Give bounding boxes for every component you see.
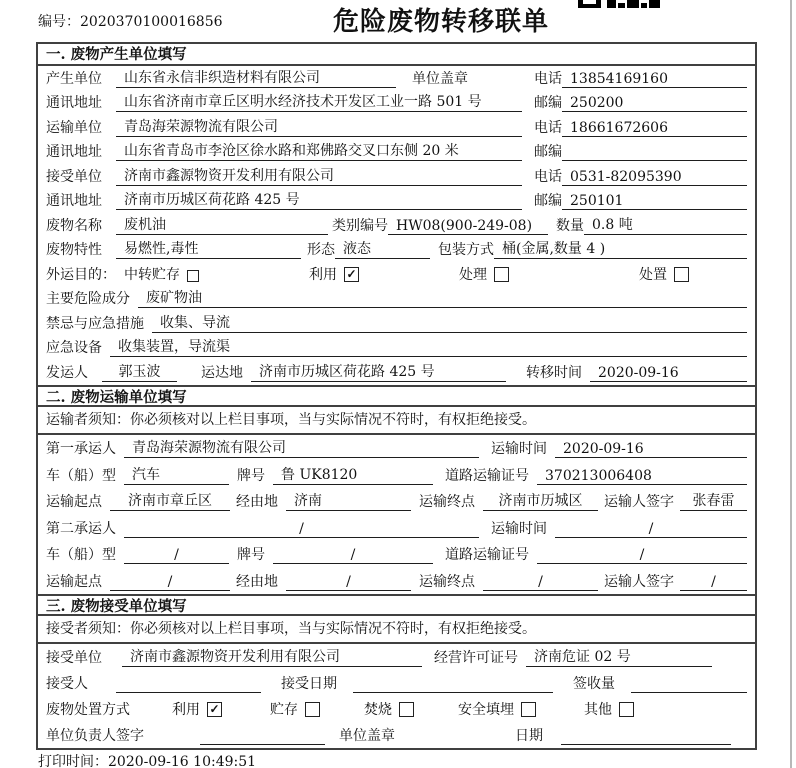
checkbox-label-treat: 处理 [459,266,487,283]
checkbox-utilize-3: ✓ [207,702,222,717]
value-carrier-signature-1: 张春雷 [680,490,747,511]
label-transfer-purpose: 外运目的： [46,266,116,283]
value-zip-1: 250200 [562,95,747,112]
label-carrier-signature-2: 运输人签字 [604,573,674,590]
serial-number [38,11,223,31]
value-zip-3: 250101 [562,193,747,210]
label-transport-unit: 运输单位 [46,119,102,136]
value-quantity: 0.8 吨 [584,214,747,235]
label-form-state: 形态 [307,242,335,258]
label-phone-1: 电话 [534,70,562,87]
serial-label: 编号： [38,14,80,30]
row-waste-name [38,213,755,238]
value-road-permit-2: / [537,547,747,564]
row-producer-unit [38,66,755,91]
label-unit-seal-3: 单位盖章 [339,727,395,744]
value-phone-1: 13854169160 [562,71,747,88]
checkbox-dispose [674,267,689,282]
label-shipper: 发运人 [46,364,88,381]
checkbox-storage-3 [305,702,320,717]
value-receiver-unit: 济南市鑫源物资开发利用有限公司 [116,165,522,186]
value-license-number: 济南危证 02 号 [526,646,712,667]
page-edge-line [790,0,792,768]
section1-header: 一. 废物产生单位填写 [38,44,755,66]
row-vehicle-type-2 [38,541,755,568]
value-via-2: / [286,574,411,591]
value-transfer-date: 2020-09-16 [590,365,747,382]
checkbox-label-incinerate-3: 焚烧 [364,701,392,718]
label-address-2: 通讯地址 [46,144,102,160]
value-producer-unit: 山东省永信非织造材料有限公司 [116,67,396,88]
value-address-3: 济南市历城区荷花路 425 号 [116,189,522,210]
label-via-1: 经由地 [236,494,278,510]
checkbox-landfill-3 [521,702,536,717]
label-destination: 运达地 [201,364,243,381]
value-emergency-measures: 收集、导流 [152,312,747,333]
label-license-number: 经营许可证号 [434,649,518,666]
checkbox-utilize: ✓ [344,267,359,282]
row-second-carrier [38,514,755,541]
label-category-code: 类别编号 [332,217,388,234]
value-responsible-signature [200,744,325,745]
row-vehicle-type-1 [38,461,755,488]
label-zip-3: 邮编 [534,193,562,209]
qr-block [607,0,616,8]
row-hazard-component [38,287,755,312]
value-plate-number-2: / [273,547,433,564]
label-emergency-measures: 禁忌与应急措施 [46,315,144,332]
value-via-1: 济南 [286,490,411,511]
row-waste-character [38,238,755,263]
value-transport-date-1: 2020-09-16 [555,441,747,458]
value-phone-3: 0531-82095390 [562,169,747,186]
label-road-permit-2: 道路运输证号 [445,547,529,563]
checkbox-label-utilize-3: 利用 [172,701,200,718]
value-origin-2: / [110,574,230,591]
label-hazard-component: 主要危险成分 [46,291,130,307]
value-packaging: 桶(金属,数量 4 ) [494,238,747,259]
label-transfer-date: 转移时间 [526,364,582,381]
label-acceptor: 接受人 [46,675,88,692]
value-origin-1: 济南市章丘区 [110,490,230,511]
row-emergency-measures [38,311,755,336]
checkbox-transit-storage [187,270,199,282]
value-first-carrier: 青岛海荣源物流有限公司 [124,437,479,458]
label-transport-date-2: 运输时间 [491,520,547,537]
label-second-carrier: 第二承运人 [46,520,116,537]
row-transport-unit [38,115,755,140]
value-transport-date-2: / [555,521,747,538]
qr-block [641,3,647,8]
label-via-2: 经由地 [236,573,278,590]
label-transport-date-1: 运输时间 [491,441,547,457]
value-second-carrier: / [124,521,479,538]
label-quantity: 数量 [556,217,584,234]
label-unit-seal: 单位盖章 [412,70,468,87]
label-date-3: 日期 [515,727,543,744]
print-time-value: 2020-09-16 10:49:51 [108,754,257,768]
label-disposal-method: 废物处置方式 [46,701,130,718]
label-vehicle-type-2: 车（船）型 [46,547,116,563]
label-packaging: 包装方式 [438,242,494,258]
qr-block [583,0,596,4]
qr-block [627,0,639,8]
label-responsible-signature: 单位负责人签字 [46,727,144,744]
label-accept-date: 接受日期 [281,675,337,692]
section-transporter [38,385,755,594]
checkbox-incinerate-3 [399,702,414,717]
value-shipper: 郭玉波 [102,361,177,382]
checkbox-label-other-3: 其他 [584,701,612,718]
label-vehicle-type-1: 车（船）型 [46,467,116,484]
value-accept-date [353,692,553,693]
label-road-permit-1: 道路运输证号 [445,467,529,484]
value-date-3 [561,744,731,745]
label-address-3: 通讯地址 [46,193,102,209]
serial-value: 2020370100016856 [80,14,223,30]
value-accepting-unit: 济南市鑫源物资开发利用有限公司 [122,646,422,667]
checkbox-other-3 [619,702,634,717]
value-waste-name: 废机油 [116,214,328,235]
checkbox-label-landfill-3: 安全填埋 [458,701,514,718]
manifest-form-table [36,42,757,750]
value-acceptor [116,692,261,693]
label-producer-unit: 产生单位 [46,70,102,87]
value-terminus-1: 济南市历城区 [483,490,598,511]
print-time-label: 打印时间： [38,754,108,768]
label-receiver-unit: 接受单位 [46,168,102,185]
print-time [38,751,256,768]
label-terminus-1: 运输终点 [419,494,475,510]
row-acceptor [38,670,755,696]
value-vehicle-type-1: 汽车 [124,464,229,485]
label-accepting-unit: 接受单位 [46,649,102,666]
row-responsible-signature [38,722,755,748]
label-zip-2: 邮编 [534,144,562,160]
label-plate-number-1: 牌号 [237,467,265,484]
qr-block [618,3,625,8]
label-received-quantity: 签收量 [573,675,615,692]
value-address-1: 山东省济南市章丘区明水经济技术开发区工业一路 501 号 [116,91,522,112]
row-route-1 [38,488,755,515]
label-carrier-signature-1: 运输人签字 [604,494,674,510]
checkbox-label-dispose: 处置 [639,266,667,283]
value-category-code: HW08(900-249-08) [388,218,548,235]
row-emergency-equipment [38,336,755,361]
label-origin-1: 运输起点 [46,494,102,510]
row-shipper [38,360,755,385]
row-producer-address [38,91,755,116]
section2-header: 二. 废物运输单位填写 [38,385,755,407]
label-first-carrier: 第一承运人 [46,441,116,457]
label-emergency-equipment: 应急设备 [46,340,102,356]
value-transport-unit: 青岛海荣源物流有限公司 [116,116,522,137]
row-accepting-unit [38,644,755,670]
section-receiver [38,594,755,748]
label-waste-character: 废物特性 [46,242,102,258]
value-destination: 济南市历城区荷花路 425 号 [251,361,506,382]
value-received-quantity [631,692,747,693]
value-waste-character: 易燃性,毒性 [116,238,301,259]
row-receiver-unit [38,164,755,189]
receiver-notice: 接受者须知：你必须核对以上栏目事项，当与实际情况不符时，有权拒绝接受。 [38,616,755,644]
qr-block [649,0,660,8]
checkbox-label-transit-storage: 中转贮存 [124,266,180,283]
value-form-state: 液态 [335,238,430,259]
value-zip-2 [562,160,747,161]
row-disposal-method [38,696,755,722]
value-road-permit-1: 370213006408 [537,468,747,485]
row-first-carrier [38,435,755,462]
label-plate-number-2: 牌号 [237,547,265,563]
label-address-1: 通讯地址 [46,95,102,111]
checkbox-label-storage-3: 贮存 [270,701,298,718]
checkbox-label-utilize: 利用 [309,266,337,283]
label-zip-1: 邮编 [534,95,562,111]
value-phone-2: 18661672606 [562,120,747,137]
section-producer [38,44,755,385]
row-transfer-purpose [38,262,755,287]
label-terminus-2: 运输终点 [419,573,475,590]
row-transport-address [38,140,755,165]
value-carrier-signature-2: / [680,574,747,591]
value-hazard-component: 废矿物油 [138,287,747,308]
page-title: 危险废物转移联单 [333,7,550,37]
value-emergency-equipment: 收集装置，导流渠 [110,336,747,357]
qr-code-fragment-icon [578,0,660,8]
label-phone-2: 电话 [534,119,562,136]
transporter-notice: 运输者须知：你必须核对以上栏目事项，当与实际情况不符时，有权拒绝接受。 [38,407,755,435]
row-route-2 [38,567,755,594]
value-terminus-2: / [483,574,598,591]
checkbox-treat [494,267,509,282]
label-phone-3: 电话 [534,168,562,185]
label-waste-name: 废物名称 [46,217,102,234]
row-receiver-address [38,189,755,214]
value-address-2: 山东省青岛市李沧区徐水路和郑佛路交叉口东侧 20 米 [116,140,522,161]
label-origin-2: 运输起点 [46,573,102,590]
value-plate-number-1: 鲁 UK8120 [273,464,433,485]
value-vehicle-type-2: / [124,547,229,564]
section3-header: 三. 废物接受单位填写 [38,594,755,616]
